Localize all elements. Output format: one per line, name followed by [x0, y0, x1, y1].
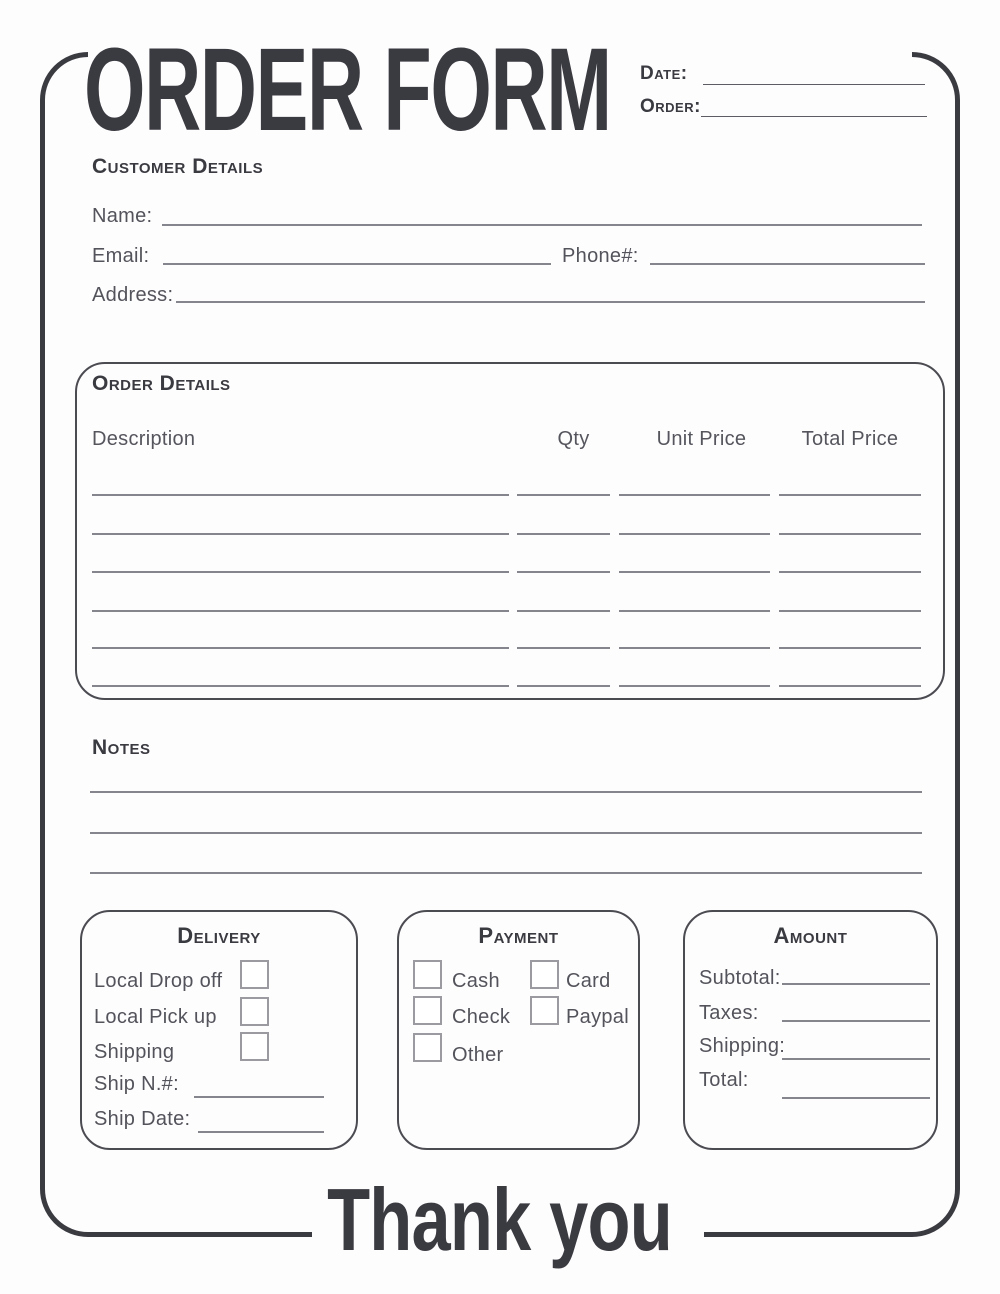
taxes-input-line[interactable]: [782, 1020, 930, 1022]
description-input-line[interactable]: [92, 533, 509, 535]
ship-number-label: Ship N.#:: [94, 1073, 179, 1095]
shipping-amount-input-line[interactable]: [782, 1058, 930, 1060]
total-price-input-line[interactable]: [779, 533, 921, 535]
shipping-checkbox[interactable]: [240, 1032, 269, 1061]
description-input-line[interactable]: [92, 610, 509, 612]
unit-price-input-line[interactable]: [619, 685, 770, 687]
total-label: Total:: [699, 1069, 749, 1091]
order-table-row: [0, 610, 1000, 612]
unit-price-input-line[interactable]: [619, 647, 770, 649]
ship-date-label: Ship Date:: [94, 1108, 191, 1130]
total-input-line[interactable]: [782, 1097, 930, 1099]
shipping-option-label: Shipping: [94, 1041, 175, 1063]
subtotal-input-line[interactable]: [782, 983, 930, 985]
unit-price-input-line[interactable]: [619, 610, 770, 612]
amount-heading: Amount: [773, 923, 848, 948]
qty-input-line[interactable]: [517, 494, 610, 496]
taxes-label: Taxes:: [699, 1002, 759, 1024]
unit-price-input-line[interactable]: [619, 494, 770, 496]
phone-label: Phone#:: [562, 245, 639, 267]
paypal-label: Paypal: [566, 1006, 629, 1028]
description-input-line[interactable]: [92, 647, 509, 649]
thank-you-text: Thank you: [327, 1170, 673, 1269]
other-label: Other: [452, 1044, 504, 1066]
notes-input-line[interactable]: [90, 791, 922, 793]
date-input-line[interactable]: [703, 84, 925, 85]
phone-input-line[interactable]: [650, 263, 925, 265]
unit-price-input-line[interactable]: [619, 571, 770, 573]
order-number-label: Order:: [640, 96, 701, 117]
payment-box: [397, 910, 640, 1150]
column-header-total-price: Total Price: [801, 428, 899, 450]
page-title: ORDER FORM: [84, 24, 611, 156]
column-header-description: Description: [92, 428, 196, 450]
customer-details-heading: Customer Details: [92, 155, 264, 178]
qty-input-line[interactable]: [517, 533, 610, 535]
date-label: Date:: [640, 63, 688, 84]
local-drop-off-checkbox[interactable]: [240, 960, 269, 989]
name-label: Name:: [92, 205, 153, 227]
order-details-heading: Order Details: [92, 372, 231, 395]
qty-input-line[interactable]: [517, 610, 610, 612]
address-label: Address:: [92, 284, 174, 306]
check-label: Check: [452, 1006, 511, 1028]
paypal-checkbox[interactable]: [530, 996, 559, 1025]
email-label: Email:: [92, 245, 150, 267]
total-price-input-line[interactable]: [779, 494, 921, 496]
notes-heading: Notes: [92, 736, 151, 759]
total-price-input-line[interactable]: [779, 685, 921, 687]
email-input-line[interactable]: [163, 263, 551, 265]
shipping-amount-label: Shipping:: [699, 1035, 786, 1057]
name-input-line[interactable]: [162, 224, 922, 226]
description-input-line[interactable]: [92, 571, 509, 573]
local-pick-up-checkbox[interactable]: [240, 997, 269, 1026]
column-header-qty: Qty: [557, 428, 590, 450]
qty-input-line[interactable]: [517, 685, 610, 687]
card-checkbox[interactable]: [530, 960, 559, 989]
payment-heading: Payment: [478, 923, 559, 948]
cash-checkbox[interactable]: [413, 960, 442, 989]
order-table-row: [0, 571, 1000, 573]
description-input-line[interactable]: [92, 494, 509, 496]
local-drop-off-label: Local Drop off: [94, 970, 223, 992]
card-label: Card: [566, 970, 611, 992]
order-table-row: [0, 533, 1000, 535]
notes-input-line[interactable]: [90, 832, 922, 834]
check-checkbox[interactable]: [413, 996, 442, 1025]
delivery-box: [80, 910, 358, 1150]
order-number-input-line[interactable]: [701, 116, 927, 117]
column-header-unit-price: Unit Price: [656, 428, 747, 450]
total-price-input-line[interactable]: [779, 571, 921, 573]
description-input-line[interactable]: [92, 685, 509, 687]
subtotal-label: Subtotal:: [699, 967, 781, 989]
order-details-box: [75, 362, 945, 700]
total-price-input-line[interactable]: [779, 610, 921, 612]
other-checkbox[interactable]: [413, 1033, 442, 1062]
qty-input-line[interactable]: [517, 571, 610, 573]
total-price-input-line[interactable]: [779, 647, 921, 649]
address-input-line[interactable]: [176, 301, 925, 303]
ship-number-input-line[interactable]: [194, 1096, 324, 1098]
ship-date-input-line[interactable]: [198, 1131, 324, 1133]
amount-box: [683, 910, 938, 1150]
qty-input-line[interactable]: [517, 647, 610, 649]
unit-price-input-line[interactable]: [619, 533, 770, 535]
delivery-heading: Delivery: [177, 923, 261, 948]
order-table-row: [0, 494, 1000, 496]
order-table-row: [0, 647, 1000, 649]
notes-input-line[interactable]: [90, 872, 922, 874]
local-pick-up-label: Local Pick up: [94, 1006, 217, 1028]
cash-label: Cash: [452, 970, 500, 992]
order-table-row: [0, 685, 1000, 687]
